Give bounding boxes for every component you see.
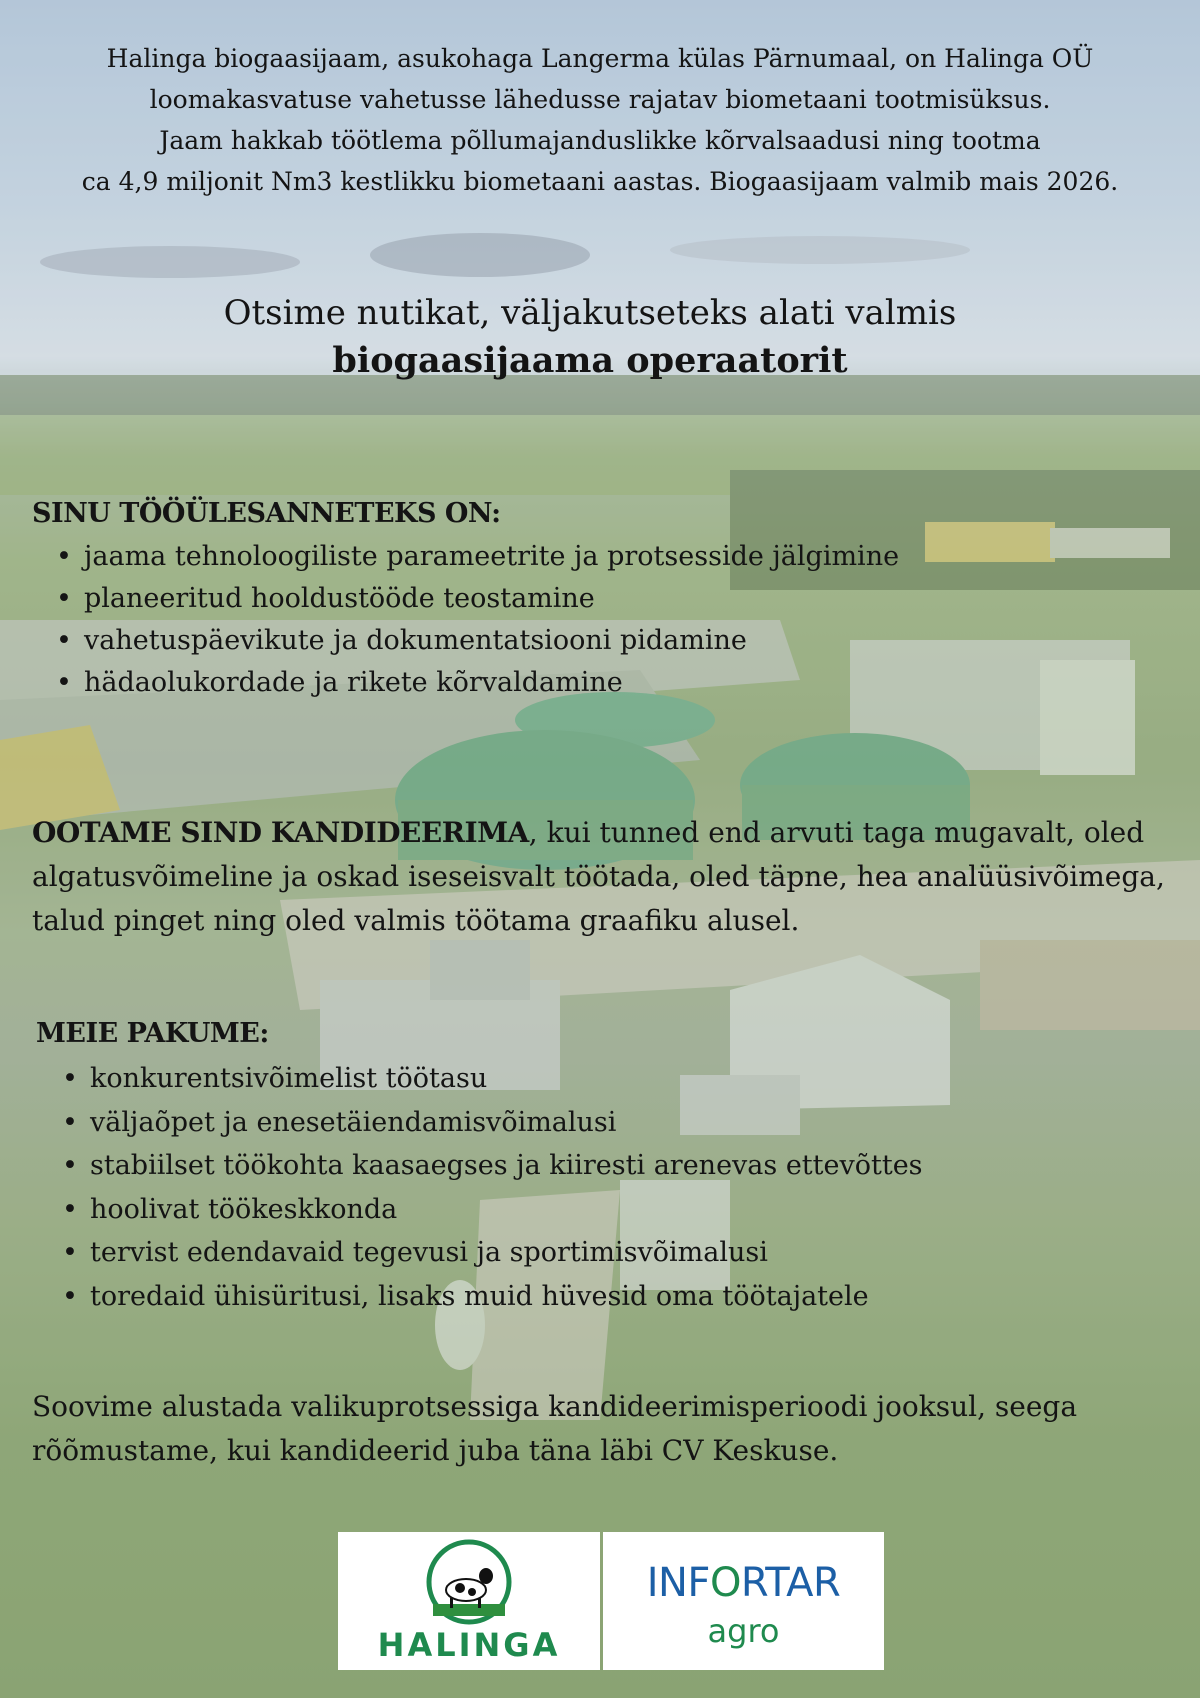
infortar-agro-logo [603,1532,884,1670]
job-heading [0,290,1180,386]
halinga-logo [338,1532,600,1670]
list-item: • toredaid ühisüritusi, lisaks muid hüvesid oma töötajatele [62,1275,923,1319]
list-item: • vahetuspäevikute ja dokumentatsiooni pidamine [56,620,899,662]
list-item: • jaama tehnoloogiliste parameetrite ja protsesside jälgimine [56,536,899,578]
cow-emblem-icon [338,1532,600,1632]
list-item: • stabiilset töökohta kaasaegses ja kiiresti arenevas ettevõttes [62,1144,923,1188]
intro-line: Jaam hakkab töötlema põllumajanduslikke kõrvalsaadusi ning tootma [159,126,1041,155]
job-title: biogaasijaama operaatorit [332,340,848,381]
list-item: • väljaõpet ja enesetäiendamisvõimalusi [62,1101,923,1145]
list-item: • hoolivat töökeskkonda [62,1188,923,1232]
offer-list [62,1057,923,1318]
heading-subtitle: Otsime nutikat, väljakutseteks alati valmis [223,293,957,333]
apply-paragraph [32,811,1172,943]
agro-wordmark: agro [707,1612,780,1650]
infortar-o: O [709,1560,741,1606]
tasks-title: SINU TÖÖÜLESANNETEKS ON: [32,498,501,529]
list-item: • planeeritud hooldustööde teostamine [56,578,899,620]
infortar-wordmark [603,1560,884,1606]
list-item: • tervist edendavaid tegevusi ja sportimisvõimalusi [62,1231,923,1275]
infortar-part: RTAR [740,1560,841,1606]
closing-paragraph: Soovime alustada valikuprotsessiga kandideerimisperioodi jooksul, seega rõõmustame, kui kandideerid juba täna läbi CV Keskuse. [32,1390,1078,1467]
apply-text: , kui tunned end arvuti taga mugavalt, oled algatusvõimeline ja oskad iseseisvalt töötada, oled täpne, hea analüüsivõimega, talud pinget ning oled valmis töötama graafiku alusel. [32,816,1165,937]
apply-lead: OOTAME SIND KANDIDEERIMA [32,816,529,849]
partner-logos [338,1532,884,1670]
infortar-part: INF [646,1560,710,1606]
halinga-wordmark: HALINGA [377,1626,561,1664]
offer-title: MEIE PAKUME: [36,1018,269,1049]
intro-line: loomakasvatuse vahetusse lähedusse rajatav biometaani tootmisüksus. [149,85,1051,114]
list-item: • konkurentsivõimelist töötasu [62,1057,923,1101]
list-item: • hädaolukordade ja rikete kõrvaldamine [56,662,899,704]
tasks-list [56,536,899,704]
intro-line: ca 4,9 miljonit Nm3 kestlikku biometaani aastas. Biogaasijaam valmib mais 2026. [81,167,1119,196]
intro-line: Halinga biogaasijaam, asukohaga Langerma külas Pärnumaal, on Halinga OÜ [106,44,1094,73]
intro-paragraph [40,38,1160,202]
